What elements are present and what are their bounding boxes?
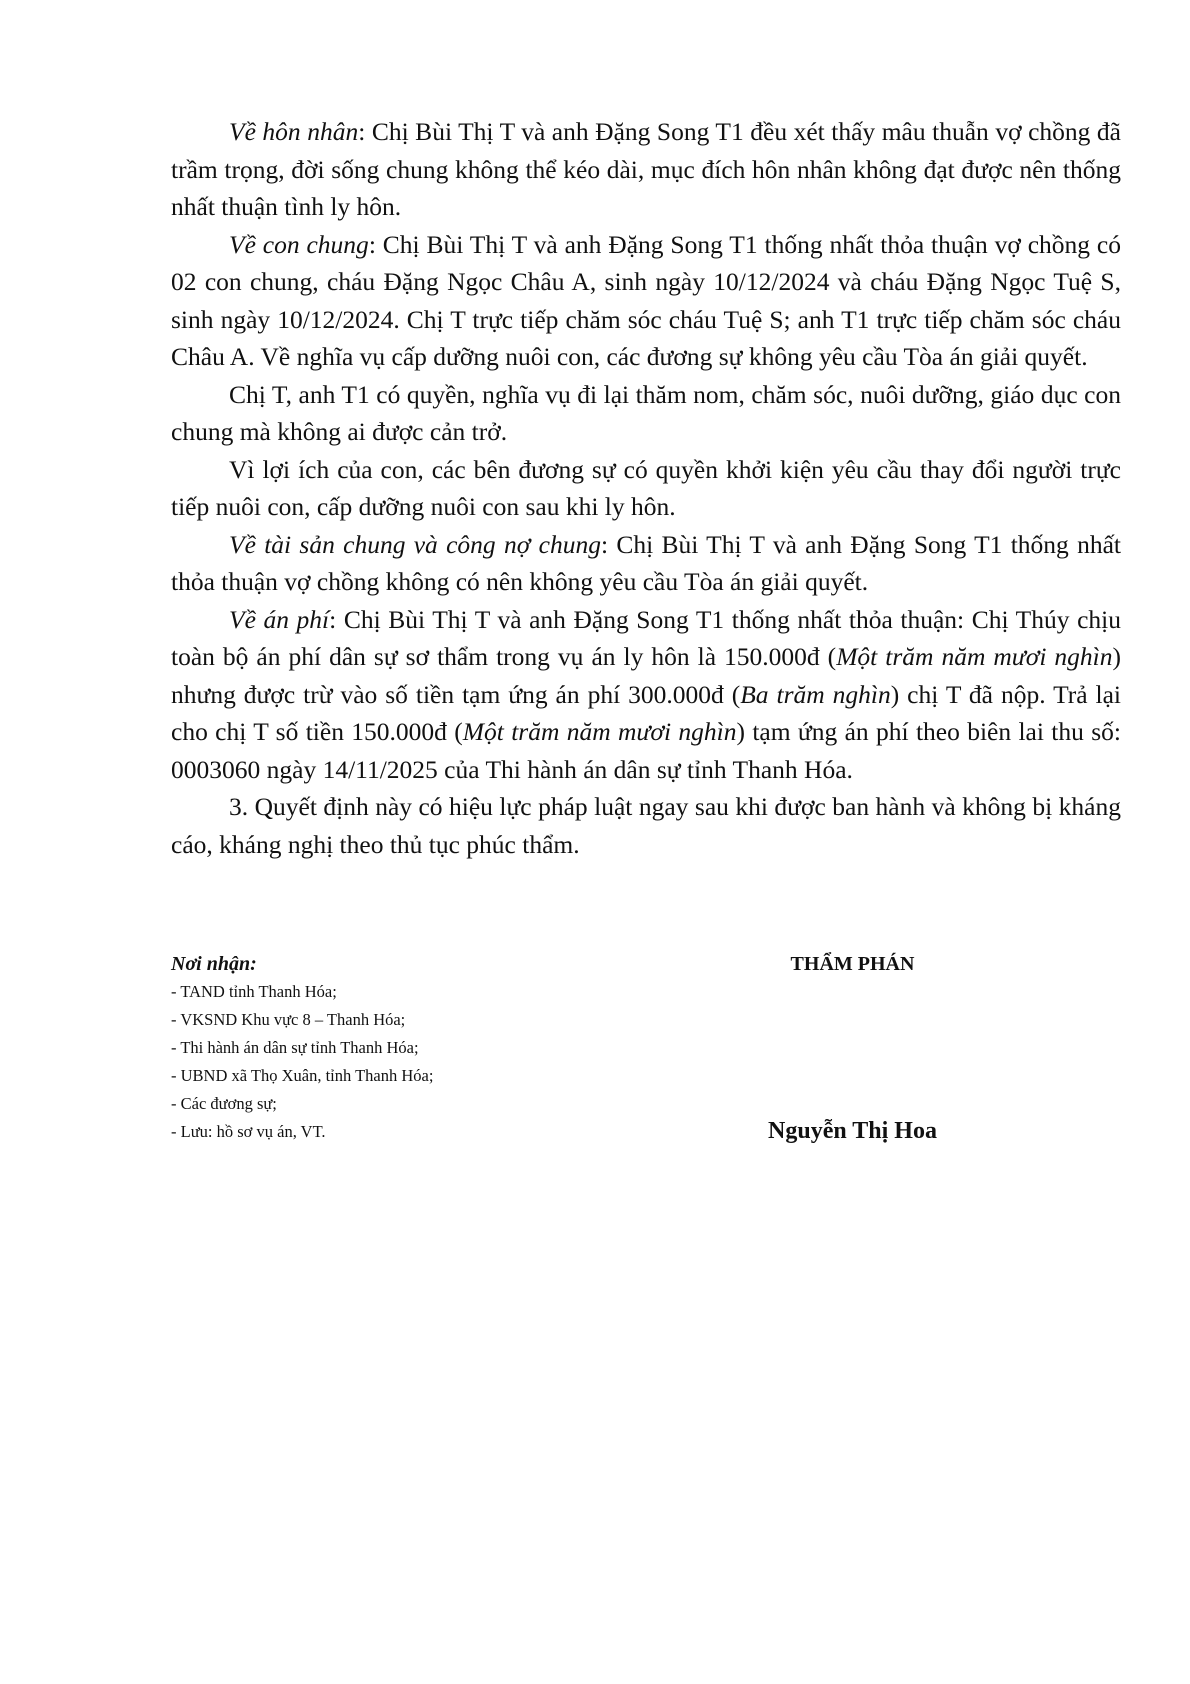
paragraph-effect: 3. Quyết định này có hiệu lực pháp luật ngay sau khi được ban hành và không bị kháng cáo, kháng nghị theo thủ tục phúc thẩm. bbox=[171, 792, 1121, 859]
amount-in-words: Ba trăm nghìn bbox=[740, 679, 891, 709]
recipient-item: - Thi hành án dân sự tỉnh Thanh Hóa; bbox=[171, 1038, 419, 1057]
paragraph-text: ) nhưng được trừ vào số tiền tạm ứng án phí 300.000đ ( bbox=[171, 642, 1121, 709]
recipient-item: - Các đương sự; bbox=[171, 1094, 277, 1113]
paragraph-text: : Chị Bùi Thị T và anh Đặng Song T1 đều xét thấy mâu thuẫn vợ chồng đã trầm trọng, đời sống chung không thể kéo dài, mục đích hôn nhân không đạt được nên thống nhất thuận tình ly hôn. bbox=[171, 117, 1121, 221]
section-lead: Về con chung bbox=[229, 229, 369, 259]
paragraph-children bbox=[171, 226, 1121, 376]
recipient-item: - VKSND Khu vực 8 – Thanh Hóa; bbox=[171, 1010, 406, 1029]
paragraph-visitation-rights: Chị T, anh T1 có quyền, nghĩa vụ đi lại thăm nom, chăm sóc, nuôi dưỡng, giáo dục con chung mà không ai được cản trở. bbox=[171, 379, 1121, 446]
recipient-item: - UBND xã Thọ Xuân, tỉnh Thanh Hóa; bbox=[171, 1066, 434, 1085]
decision-body bbox=[171, 113, 1121, 863]
paragraph-property bbox=[171, 526, 1121, 601]
paragraph-text: ) chị T đã nộp. Trả lại cho chị T số tiền 150.000đ ( bbox=[171, 679, 1122, 746]
paragraph-custody-change: Vì lợi ích của con, các bên đương sự có quyền khởi kiện yêu cầu thay đổi người trực tiếp nuôi con, cấp dưỡng nuôi con sau khi ly hôn. bbox=[171, 454, 1121, 521]
amount-in-words: Một trăm năm mươi nghìn bbox=[836, 642, 1113, 671]
signer-title: THẨM PHÁN bbox=[790, 953, 915, 975]
recipients-title: Nơi nhận: bbox=[171, 953, 257, 975]
recipient-item: - Lưu: hồ sơ vụ án, VT. bbox=[171, 1122, 326, 1141]
paragraph-text: : Chị Bùi Thị T và anh Đặng Song T1 thống nhất thỏa thuận vợ chồng có 02 con chung, cháu Đặng Ngọc Châu A, sinh ngày 10/12/2024 và cháu Đặng Ngọc Tuệ S, sinh ngày 10/12/2024. Chị T trực tiếp chăm sóc cháu Tuệ S; anh T1 trực tiếp chăm sóc cháu Châu A. Về nghĩa vụ cấp dưỡng nuôi con, các đương sự không yêu cầu Tòa án giải quyết. bbox=[171, 229, 1121, 371]
signature-block bbox=[700, 950, 1005, 1145]
section-lead: Về hôn nhân bbox=[229, 117, 359, 146]
recipient-item: - TAND tỉnh Thanh Hóa; bbox=[171, 982, 337, 1001]
paragraph-text: ) tạm ứng án phí theo biên lai thu số: 0003060 ngày 14/11/2025 của Thi hành án dân sự tỉnh Thanh Hóa. bbox=[171, 717, 1121, 784]
section-lead: Về tài sản chung và công nợ chung bbox=[229, 529, 601, 559]
paragraph-text: : Chị Bùi Thị T và anh Đặng Song T1 thống nhất thỏa thuận: Chị Thúy chịu toàn bộ án phí dân sự sơ thẩm trong vụ án ly hôn là 150.000đ ( bbox=[171, 604, 1121, 671]
recipients-block bbox=[171, 950, 671, 1146]
amount-in-words: Một trăm năm mươi nghìn bbox=[462, 717, 737, 746]
paragraph-court-fee bbox=[171, 601, 1121, 789]
paragraph-marriage bbox=[171, 113, 1121, 226]
paragraph-text: : Chị Bùi Thị T và anh Đặng Song T1 thống nhất thỏa thuận vợ chồng không có nên không yêu cầu Tòa án giải quyết. bbox=[171, 529, 1121, 596]
section-lead: Về án phí bbox=[229, 604, 330, 634]
signer-name: Nguyễn Thị Hoa bbox=[768, 1118, 937, 1144]
